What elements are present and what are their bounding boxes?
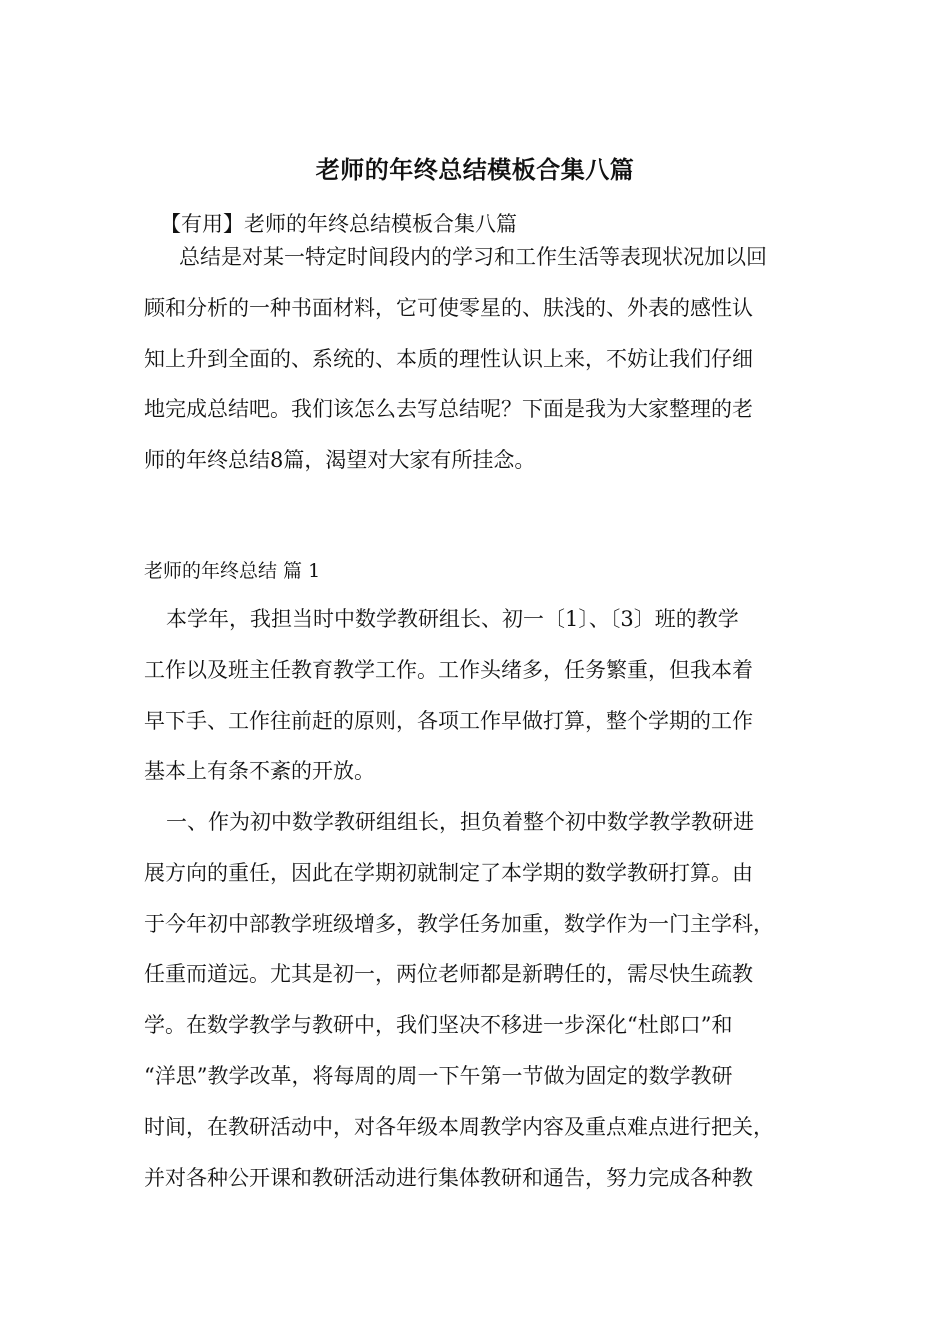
paragraph-line: 工作以及班主任教育教学工作。工作头绪多，任务繁重，但我本着 xyxy=(144,657,753,682)
paragraph-line: 一、作为初中数学教研组组长，担负着整个初中数学教学教研进 xyxy=(166,810,754,834)
paragraph-line: 学。在数学教学与教研中，我们坚决不移进一步深化“杜郎口”和 xyxy=(144,1013,733,1038)
paragraph-line: 本学年，我担当时中数学教研组长、初一〔1〕、〔3〕班的教学 xyxy=(166,607,739,631)
intro-line: 地完成总结吧。我们该怎么去写总结呢？下面是我为大家整理的老 xyxy=(144,397,753,422)
document-title: 老师的年终总结模板合集八篇 xyxy=(315,156,635,184)
intro-line: 总结是对某一特定时间段内的学习和工作生活等表现状况加以回 xyxy=(179,245,767,269)
intro-line: 知上升到全面的、系统的、本质的理性认识上来，不妨让我们仔细 xyxy=(144,346,753,371)
section-heading: 老师的年终总结 篇 1 xyxy=(144,560,321,582)
paragraph-line: 基本上有条不紊的开放。 xyxy=(144,759,375,784)
intro-line: 师的年终总结8篇，渴望对大家有所挂念。 xyxy=(144,448,536,473)
section1-paragraph-1 xyxy=(144,594,814,797)
paragraph-line: 并对各种公开课和教研活动进行集体教研和通告，努力完成各种教 xyxy=(144,1165,753,1190)
intro-paragraph xyxy=(144,232,814,486)
paragraph-line: “洋思”教学改革，将每周的周一下午第一节做为固定的数学教研 xyxy=(144,1063,733,1088)
intro-line: 顾和分析的一种书面材料，它可使零星的、肤浅的、外表的感性认 xyxy=(144,295,753,320)
document-subtitle: 【有用】老师的年终总结模板合集八篇 xyxy=(160,212,517,236)
paragraph-line: 于今年初中部教学班级增多，教学任务加重，数学作为一门主学科， xyxy=(144,911,774,936)
paragraph-line: 时间，在教研活动中，对各年级本周教学内容及重点难点进行把关， xyxy=(144,1114,774,1139)
paragraph-line: 早下手、工作往前赶的原则，各项工作早做打算，整个学期的工作 xyxy=(144,708,753,733)
section1-paragraph-2 xyxy=(144,797,814,1203)
paragraph-line: 任重而道远。尤其是初一，两位老师都是新聘任的，需尽快生疏教 xyxy=(144,962,753,987)
paragraph-line: 展方向的重任，因此在学期初就制定了本学期的数学教研打算。由 xyxy=(144,860,753,885)
